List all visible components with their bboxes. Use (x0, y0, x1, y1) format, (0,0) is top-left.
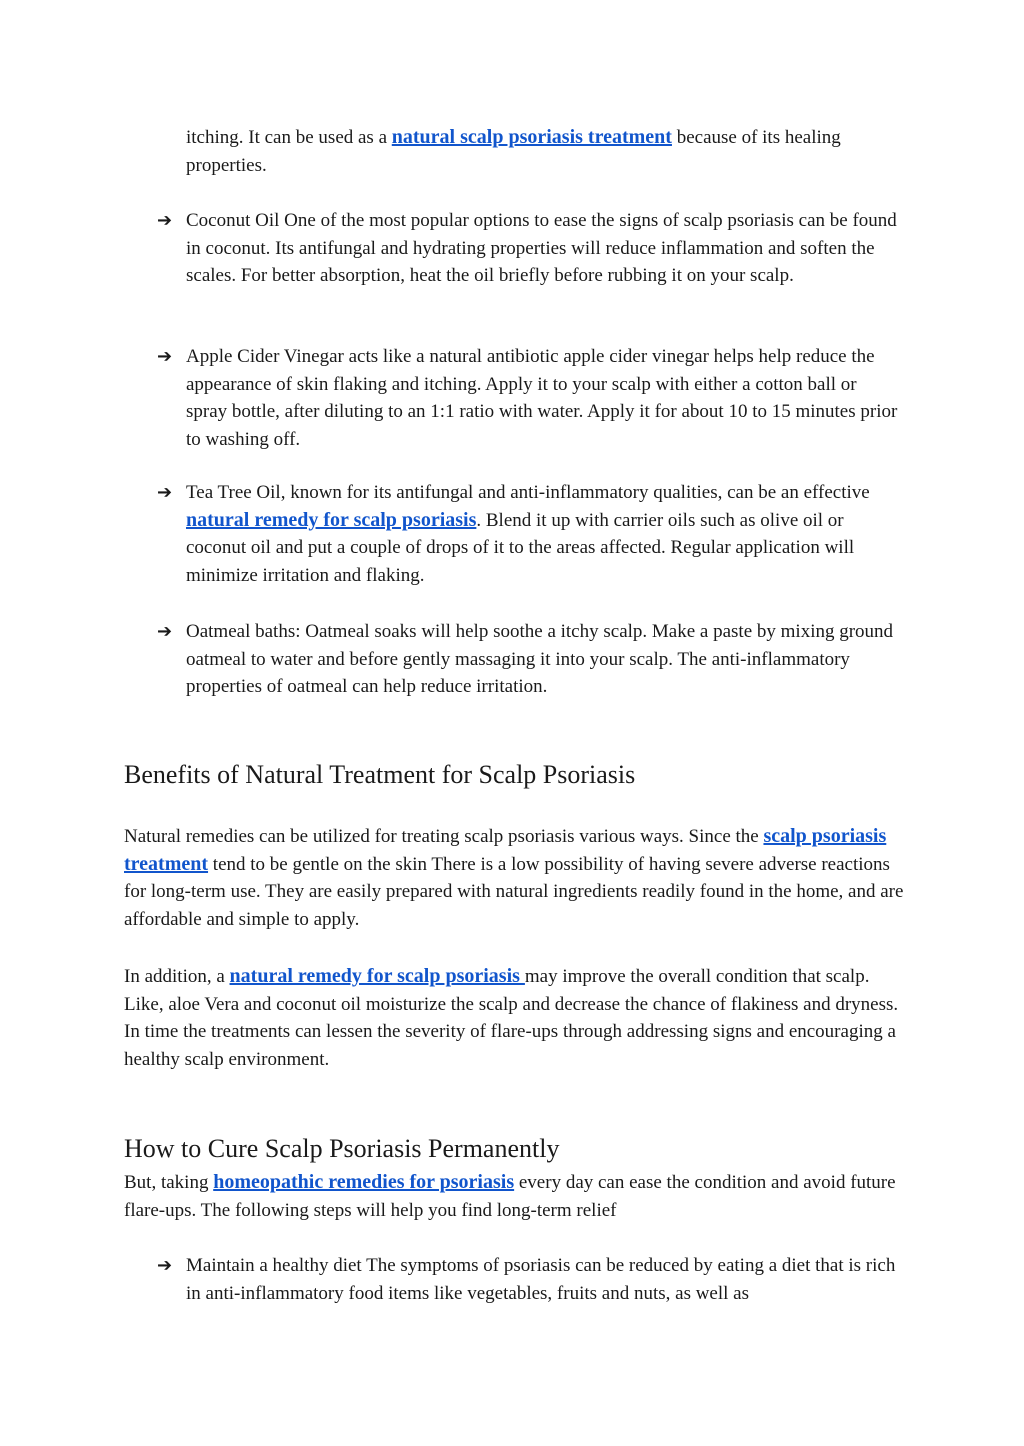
list-item-text-part1: Tea Tree Oil, known for its antifungal and anti-inflammatory qualities, can be an effective (186, 482, 870, 503)
arrow-bullet-icon: ➔ (157, 346, 173, 367)
link-natural-remedy-for-scalp-psoriasis[interactable]: natural remedy for scalp psoriasis (186, 508, 477, 531)
paragraph-text-part1: Natural remedies can be utilized for treating scalp psoriasis various ways. Since the (124, 826, 764, 847)
paragraph-text-part2: may improve the overall condition that scalp. Like, aloe Vera and coconut oil moisturize the scalp and decrease the chance of flakiness and dryness. In time the treatments can lessen the severity of flare-ups through addressing signs and encouraging a healthy scalp environment. (124, 966, 899, 1070)
paragraph-text-part1: But, taking (124, 1172, 214, 1193)
list-item-text: Apple Cider Vinegar acts like a natural antibiotic apple cider vinegar helps help reduce the appearance of skin flaking and itching. Apply it to your scalp with either a cotton ball or spray bottle, after diluting to an 1:1 ratio with water. Apply it for about 10 to 15 minutes prior to washing off. (186, 346, 898, 450)
link-natural-scalp-psoriasis-treatment[interactable]: natural scalp psoriasis treatment (391, 126, 672, 148)
link-natural-remedy-for-scalp-psoriasis-2[interactable]: natural remedy for scalp psoriasis (229, 965, 525, 987)
link-homeopathic-remedies-for-psoriasis[interactable]: homeopathic remedies for psoriasis (213, 1171, 515, 1193)
list-item-text (186, 479, 901, 589)
list-item-text: Coconut Oil One of the most popular options to ease the signs of scalp psoriasis can be found in coconut. Its antifungal and hydrating properties will reduce inflammation and soften the scales. For better absorption, heat the oil briefly before rubbing it on your scalp. (186, 210, 897, 286)
intro-text (186, 124, 901, 179)
arrow-bullet-icon: ➔ (157, 210, 173, 231)
paragraph-text-part2: tend to be gentle on the skin There is a low possibility of having severe adverse reactions for long-term use. They are easily prepared with natural ingredients readily found in the home, and are affordable and simple to apply. (124, 853, 904, 930)
link-scalp-psoriasis-treatment[interactable]: scalp psoriasis treatment (124, 825, 887, 875)
arrow-bullet-icon: ➔ (157, 482, 173, 503)
section-heading-how-to-cure: How to Cure Scalp Psoriasis Permanently (124, 1134, 560, 1163)
section-heading-benefits: Benefits of Natural Treatment for Scalp Psoriasis (124, 760, 636, 789)
list-item-text-part2: . Blend it up with carrier oils such as olive oil or coconut oil and put a couple of drops of it to the areas affected. Regular application will minimize irritation and flaking. (186, 509, 855, 586)
arrow-bullet-icon: ➔ (157, 621, 173, 642)
paragraph-text-part2: every day can ease the condition and avoid future flare-ups. The following steps will help you find long-term relief (124, 1172, 896, 1221)
arrow-bullet-icon: ➔ (157, 1255, 173, 1276)
list-item-text: Oatmeal baths: Oatmeal soaks will help soothe a itchy scalp. Make a paste by mixing ground oatmeal to water and before gently massaging it into your scalp. The anti-inflammatory properties of oatmeal can help reduce irritation. (186, 621, 894, 697)
intro-text-part2: because of its healing properties. (186, 127, 841, 176)
paragraph-benefits-1 (124, 823, 904, 933)
paragraph-text-part1: In addition, a (124, 966, 230, 987)
paragraph-benefits-2 (124, 963, 904, 1073)
paragraph-how-to-cure (124, 1169, 904, 1224)
intro-text-part1: itching. It can be used as a (186, 127, 392, 148)
list-item-text: Maintain a healthy diet The symptoms of psoriasis can be reduced by eating a diet that is rich in anti-inflammatory food items like vegetables, fruits and nuts, as well as (186, 1255, 896, 1304)
